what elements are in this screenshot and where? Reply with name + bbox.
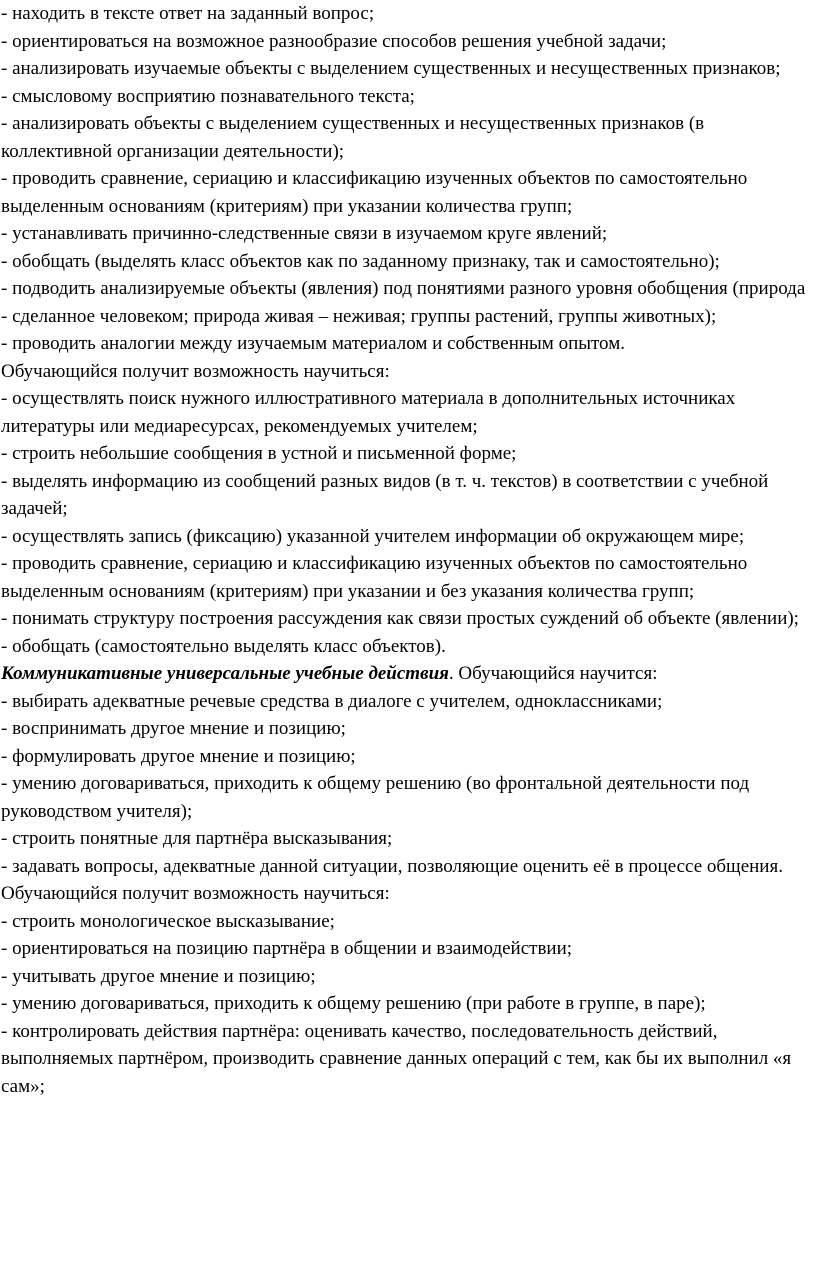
section-heading-line: [0, 660, 810, 688]
list-item: - строить монологическое высказывание;: [1, 910, 335, 932]
list-item: - проводить аналогии между изучаемым материалом и собственным опытом.: [1, 333, 625, 354]
list-item: - выбирать адекватные речевые средства в диалоге с учителем, одноклассниками;: [1, 690, 663, 712]
list-item: - задавать вопросы, адекватные данной ситуации, позволяющие оценить её в процессе общения.: [1, 855, 783, 877]
list-item: - подводить анализируемые объекты (явления) под понятиями разного уровня обобщения (природа - сделанное человеком; природа живая – неживая; группы растений, группы животных);: [1, 278, 806, 327]
section-heading-tail: . Обучающийся научится:: [448, 663, 658, 684]
subheading: Обучающийся получит возможность научиться:: [1, 883, 390, 904]
list-item: - устанавливать причинно-следственные связи в изучаемом круге явлений;: [1, 223, 608, 244]
list-item: - понимать структуру построения рассуждения как связи простых суждений об объекте (явлении);: [1, 608, 799, 629]
list-item: - проводить сравнение, сериацию и классификацию изученных объектов по самостоятельно выделенным основаниям (критериям) при указании и без указания количества групп;: [1, 553, 748, 602]
section-heading: Коммуникативные универсальные учебные действия: [1, 663, 449, 684]
list-item: - ориентироваться на позицию партнёра в общении и взаимодействии;: [1, 938, 573, 959]
list-item: - ориентироваться на возможное разнообразие способов решения учебной задачи;: [1, 30, 667, 52]
list-item: - умению договариваться, приходить к общему решению (при работе в группе, в паре);: [1, 993, 706, 1014]
list-item: - воспринимать другое мнение и позицию;: [1, 718, 346, 739]
list-item: - осуществлять запись (фиксацию) указанной учителем информации об окружающем мире;: [1, 525, 745, 547]
list-item: - осуществлять поиск нужного иллюстративного материала в дополнительных источниках литературы или медиаресурсах, рекомендуемых учителем;: [1, 388, 736, 437]
list-item: - строить небольшие сообщения в устной и письменной форме;: [1, 443, 517, 464]
list-item: - проводить сравнение, сериацию и классификацию изученных объектов по самостоятельно выделенным основаниям (критериям) при указании количества групп;: [1, 168, 748, 217]
list-item: - находить в тексте ответ на заданный вопрос;: [1, 3, 375, 24]
list-item: - строить понятные для партнёра высказывания;: [1, 828, 393, 849]
subheading: Обучающийся получит возможность научиться:: [1, 360, 390, 382]
list-item: - выделять информацию из сообщений разных видов (в т. ч. текстов) в соответствии с учебной задачей;: [1, 470, 769, 519]
list-item: - контролировать действия партнёра: оценивать качество, последовательность действий, выполняемых партнёром, производить сравнение данных операций с тем, как бы их выполнил «я сам»;: [1, 1020, 792, 1097]
list-item: - формулировать другое мнение и позицию;: [1, 745, 356, 767]
list-item: - смысловому восприятию познавательного текста;: [1, 85, 415, 107]
list-item: - анализировать изучаемые объекты с выделением существенных и несущественных признаков;: [1, 58, 781, 79]
list-item: - обобщать (самостоятельно выделять класс объектов).: [1, 635, 446, 657]
list-item: - учитывать другое мнение и позицию;: [1, 965, 316, 987]
list-item: - умению договариваться, приходить к общему решению (во фронтальной деятельности под руководством учителя);: [1, 773, 750, 822]
list-item: - обобщать (выделять класс объектов как по заданному признаку, так и самостоятельно);: [1, 250, 720, 272]
list-item: - анализировать объекты с выделением существенных и несущественных признаков (в коллективной организации деятельности);: [1, 113, 705, 162]
